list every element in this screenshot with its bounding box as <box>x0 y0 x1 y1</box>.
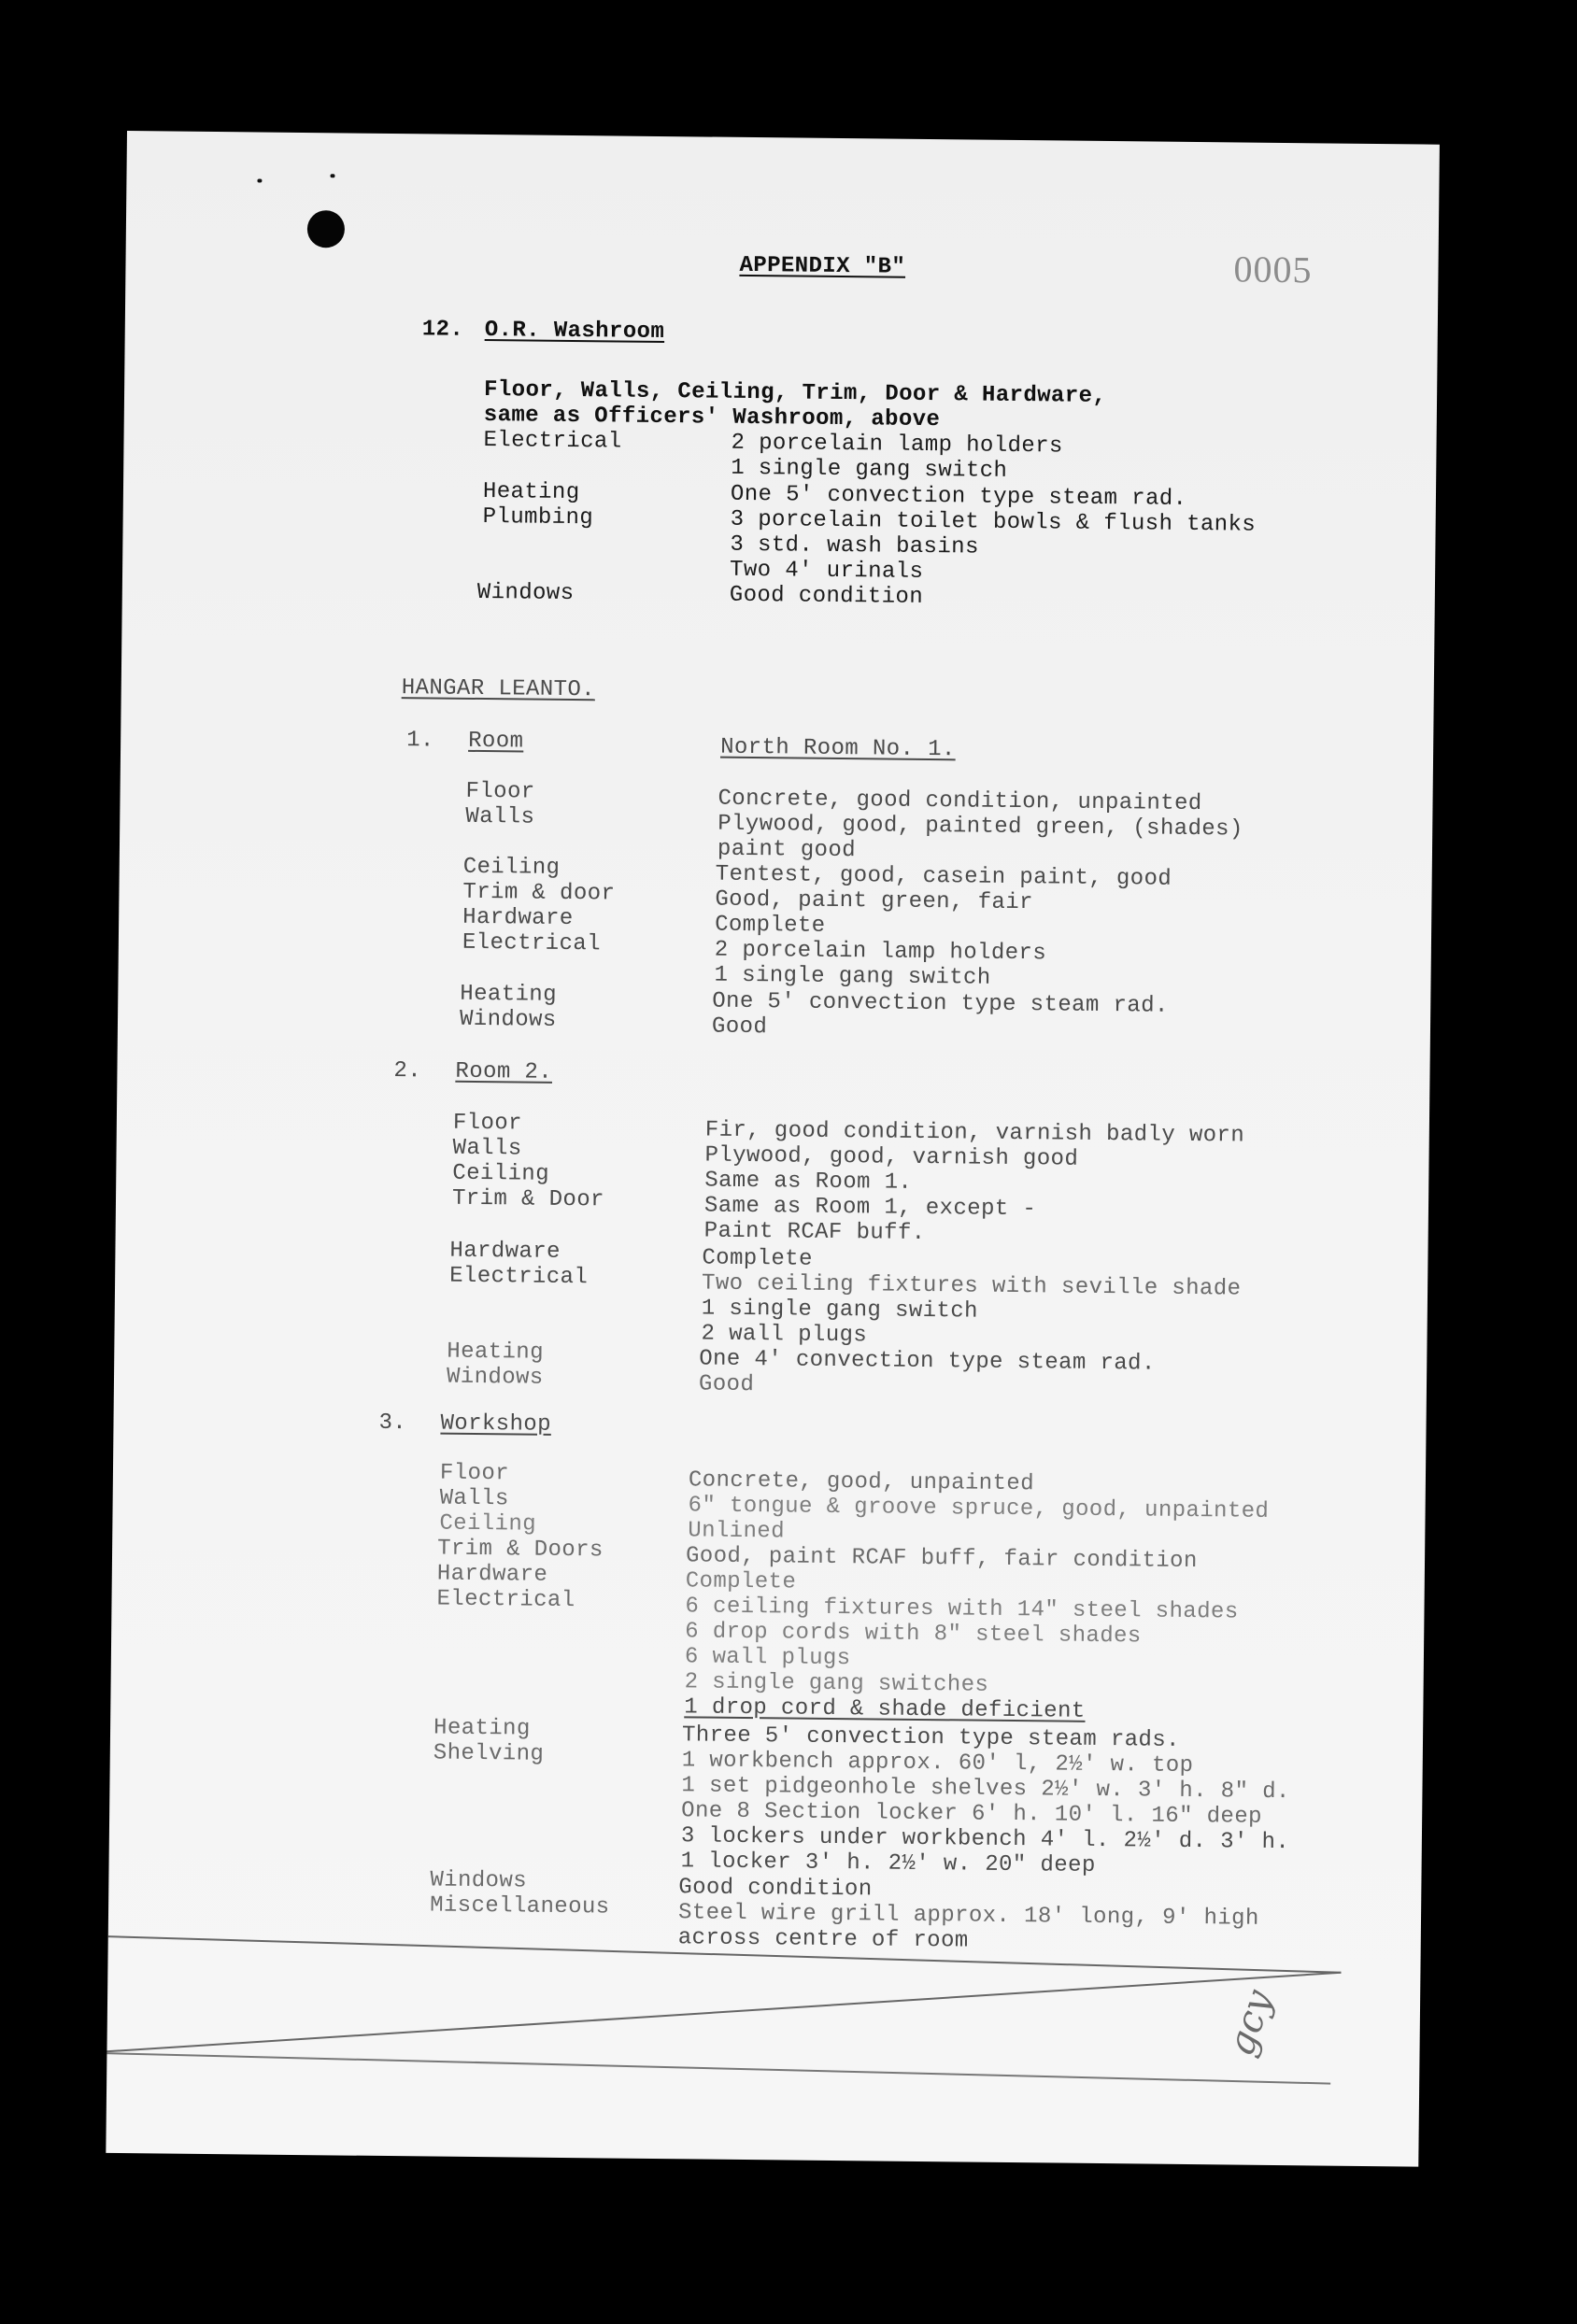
row-label: Ceiling <box>462 854 561 881</box>
row-value: paint good <box>717 836 857 864</box>
row-label: Electrical <box>436 1586 575 1614</box>
row-value: Concrete, good condition, unpainted <box>717 786 1202 817</box>
row-value: Good <box>711 1013 768 1041</box>
section-title: O.R. Washroom <box>484 318 665 346</box>
row-value: 2 porcelain lamp holders <box>714 937 1047 967</box>
page-number-stamp: 0005 <box>1233 248 1313 291</box>
section-number: 12. <box>421 317 464 343</box>
row-label: Electrical <box>449 1263 589 1291</box>
closing-z-strike <box>106 131 1440 2167</box>
row-value: Three 5' convection type steam rads. <box>681 1722 1181 1753</box>
row-label: Plumbing <box>482 504 594 531</box>
row-label: Trim & Door <box>451 1185 605 1213</box>
row-value: Complete <box>714 912 826 939</box>
row-label: Shelving <box>433 1740 545 1767</box>
row-label: Floor <box>439 1460 510 1487</box>
row-value: Concrete, good, unpainted <box>688 1467 1035 1497</box>
row-value: 1 single gang switch <box>714 962 991 991</box>
row-value: Complete <box>702 1245 813 1272</box>
row-value: Steel wire grill approx. 18' long, 9' high <box>677 1900 1259 1932</box>
row-label: Walls <box>452 1135 522 1162</box>
room-number: 3. <box>378 1410 407 1437</box>
document-page <box>106 131 1440 2167</box>
row-label: Heating <box>460 981 558 1008</box>
row-value: Unlined <box>688 1518 786 1545</box>
row-label: Electrical <box>483 428 622 455</box>
row-value: 2 porcelain lamp holders <box>731 430 1063 460</box>
row-value: Plywood, good, painted green, (shades) <box>717 811 1243 843</box>
row-label: Walls <box>439 1485 509 1512</box>
row-label: Walls <box>465 803 535 830</box>
room-title: Room 2. <box>455 1058 553 1085</box>
row-value: across centre of room <box>677 1925 969 1954</box>
row-label: Heating <box>447 1339 545 1366</box>
row-value: Good, paint RCAF buff, fair condition <box>685 1543 1198 1575</box>
row-value: 6" tongue & groove spruce, good, unpainted <box>688 1493 1270 1524</box>
row-label: Ceiling <box>452 1160 550 1187</box>
row-value: Complete <box>685 1568 797 1595</box>
row-label: Heating <box>482 479 580 506</box>
intro-line: Floor, Walls, Ceiling, Trim, Door & Hardware, <box>483 377 1107 409</box>
row-value: 1 locker 3' h. 2½' w. 20" deep <box>680 1849 1096 1878</box>
row-value: Paint RCAF buff. <box>703 1218 926 1247</box>
row-value: 6 drop cords with 8" steel shades <box>685 1619 1142 1650</box>
row-value: Two 4' urinals <box>729 557 924 585</box>
row-value: Good condition <box>678 1875 873 1903</box>
row-value: Same as Room 1, except - <box>703 1193 1037 1223</box>
row-value: Tentest, good, casein paint, good <box>715 861 1172 892</box>
row-label: Floor <box>465 778 535 805</box>
room-number: 2. <box>393 1058 422 1084</box>
row-value: One 5' convection type steam rad. <box>712 988 1169 1019</box>
room-title: Room <box>468 728 524 755</box>
row-label: Windows <box>459 1006 557 1033</box>
row-value: One 5' convection type steam rad. <box>730 481 1187 512</box>
row-label: Hardware <box>462 904 574 932</box>
room-subtitle: North Room No. 1. <box>719 734 956 763</box>
row-label: Trim & door <box>462 879 616 907</box>
row-value: Plywood, good, varnish good <box>704 1142 1079 1172</box>
appendix-title: APPENDIX "B" <box>739 252 906 280</box>
row-value: 1 workbench approx. 60' l, 2½' w. top <box>681 1748 1194 1779</box>
row-value: Good, paint green, fair <box>715 886 1034 916</box>
row-label: Electrical <box>462 929 602 957</box>
row-value: 6 wall plugs <box>684 1644 851 1672</box>
row-label: Ceiling <box>439 1510 537 1538</box>
row-value: 6 ceiling fixtures with 14" steel shades <box>685 1594 1239 1625</box>
row-value: 1 single gang switch <box>731 455 1008 484</box>
row-label: Windows <box>430 1867 528 1894</box>
room-number: 1. <box>406 728 434 754</box>
row-value: 3 porcelain toilet bowls & flush tanks <box>730 506 1257 538</box>
hangar-heading: HANGAR LEANTO. <box>401 675 596 703</box>
row-value: Good <box>698 1371 755 1398</box>
row-label: Floor <box>452 1110 523 1137</box>
row-label: Miscellaneous <box>429 1892 610 1920</box>
row-value: Fir, good condition, varnish badly worn <box>704 1117 1245 1149</box>
row-label: Heating <box>433 1715 531 1742</box>
row-value: One 8 Section locker 6' h. 10' l. 16" deep <box>681 1798 1263 1830</box>
row-value: One 4' convection type steam rad. <box>699 1346 1156 1377</box>
row-value: 1 set pidgeonhole shelves 2½' w. 3' h. 8" d. <box>681 1773 1290 1806</box>
row-value: Same as Room 1. <box>704 1168 913 1196</box>
row-value: 2 single gang switches <box>684 1669 989 1698</box>
handwritten-initials: gcy <box>1219 1984 1282 2062</box>
row-value: 2 wall plugs <box>701 1321 868 1349</box>
row-value: 1 drop cord & shade deficient <box>684 1694 1086 1724</box>
row-value: 3 std. wash basins <box>730 531 979 560</box>
row-label: Windows <box>446 1364 544 1391</box>
row-label: Trim & Doors <box>436 1536 604 1564</box>
room-title: Workshop <box>440 1410 552 1438</box>
row-label: Hardware <box>449 1238 561 1265</box>
row-value: Good condition <box>729 582 924 610</box>
row-value: 3 lockers under workbench 4' l. 2½' d. 3' h. <box>680 1823 1290 1856</box>
row-label: Windows <box>476 579 575 607</box>
row-value: 1 single gang switch <box>701 1296 979 1325</box>
intro-line: same as Officers' Washroom, above <box>483 403 941 433</box>
row-label: Hardware <box>436 1561 548 1588</box>
row-value: Two ceiling fixtures with seville shade <box>701 1270 1242 1302</box>
